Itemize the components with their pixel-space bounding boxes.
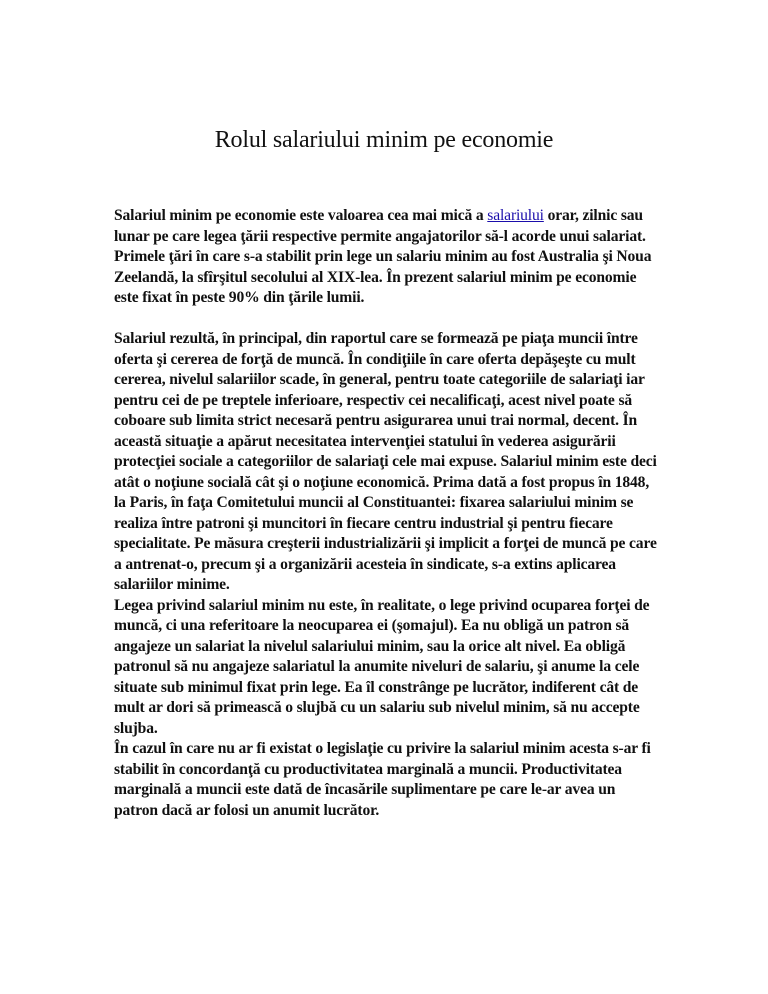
paragraph-4: În cazul în care nu ar fi existat o legislaţie cu privire la salariul minim acesta s-ar fi stabilit în concordanţă cu productivitatea marginală a muncii. Productivitatea marginală a muncii este dată de încasările suplimentare pe care le-ar avea un patron dacă ar folosi un anumit lucrător. (114, 740, 651, 819)
paragraph-spacer (114, 309, 659, 330)
paragraph-3: Legea privind salariul minim nu este, în realitate, o lege privind ocuparea forţei de muncă, ci una referitoare la neocuparea ei (şomajul). Ea nu obligă un patron să angajeze un salariat la nivelul salariului minim, sau la orice alt nivel. Ea obligă patronul să nu angajeze salariatul la anumite niveluri de salariu, şi anume la cele situate sub minimul fixat prin lege. Ea îl constrânge pe lucrător, indiferent cât de mult ar dori să primească o slujbă cu un salariu sub nivelul minim, să nu accepte slujba. (114, 596, 650, 737)
paragraph-1-text-start: Salariul minim pe economie este valoarea cea mai mică a (114, 207, 488, 224)
paragraph-1-text-end: orar, zilnic sau lunar pe care legea ţării respective permite angajatorilor să-l acorde unui salariat. Primele ţări în care s-a stabilit prin lege un salariu minim au fost Australia şi Noua Zeelandă, la sfîrşitul secolului al XIX-lea. În prezent salariul minim pe economie este fixat în peste 90% din ţările lumii. (114, 207, 652, 306)
salariului-link[interactable]: salariului (487, 207, 544, 224)
paragraph-1 (114, 206, 659, 309)
paragraph-2: Salariul rezultă, în principal, din raportul care se formează pe piaţa muncii între oferta şi cererea de forţă de muncă. În condiţiile în care oferta depăşeşte cu mult cererea, nivelul salariilor scade, în general, pentru toate categoriile de salariaţi iar pentru cei de pe treptele inferioare, respectiv cei necalificaţi, acest nivel poate să coboare sub limita strict necesară pentru asigurarea unui trai normal, decent. În această situaţie a apărut necesitatea intervenţiei statului în vederea asigurării protecţiei sociale a categoriilor de salariaţi cele mai expuse. Salariul minim este deci atât o noţiune socială cât şi o noţiune economică. Prima dată a fost propus în 1848, la Paris, în faţa Comitetului muncii al Constituantei: fixarea salariului minim se realiza între patroni şi muncitori în fiecare centru industrial şi pentru fiecare specialitate. Pe măsura creşterii industrializării şi implicit a forţei de muncă pe care a antrenat-o, precum şi a organizării acesteia în sindicate, s-a extins aplicarea salariilor minime. (114, 330, 657, 593)
document-body (114, 206, 659, 821)
document-title: Rolul salariului minim pe economie (214, 127, 554, 153)
